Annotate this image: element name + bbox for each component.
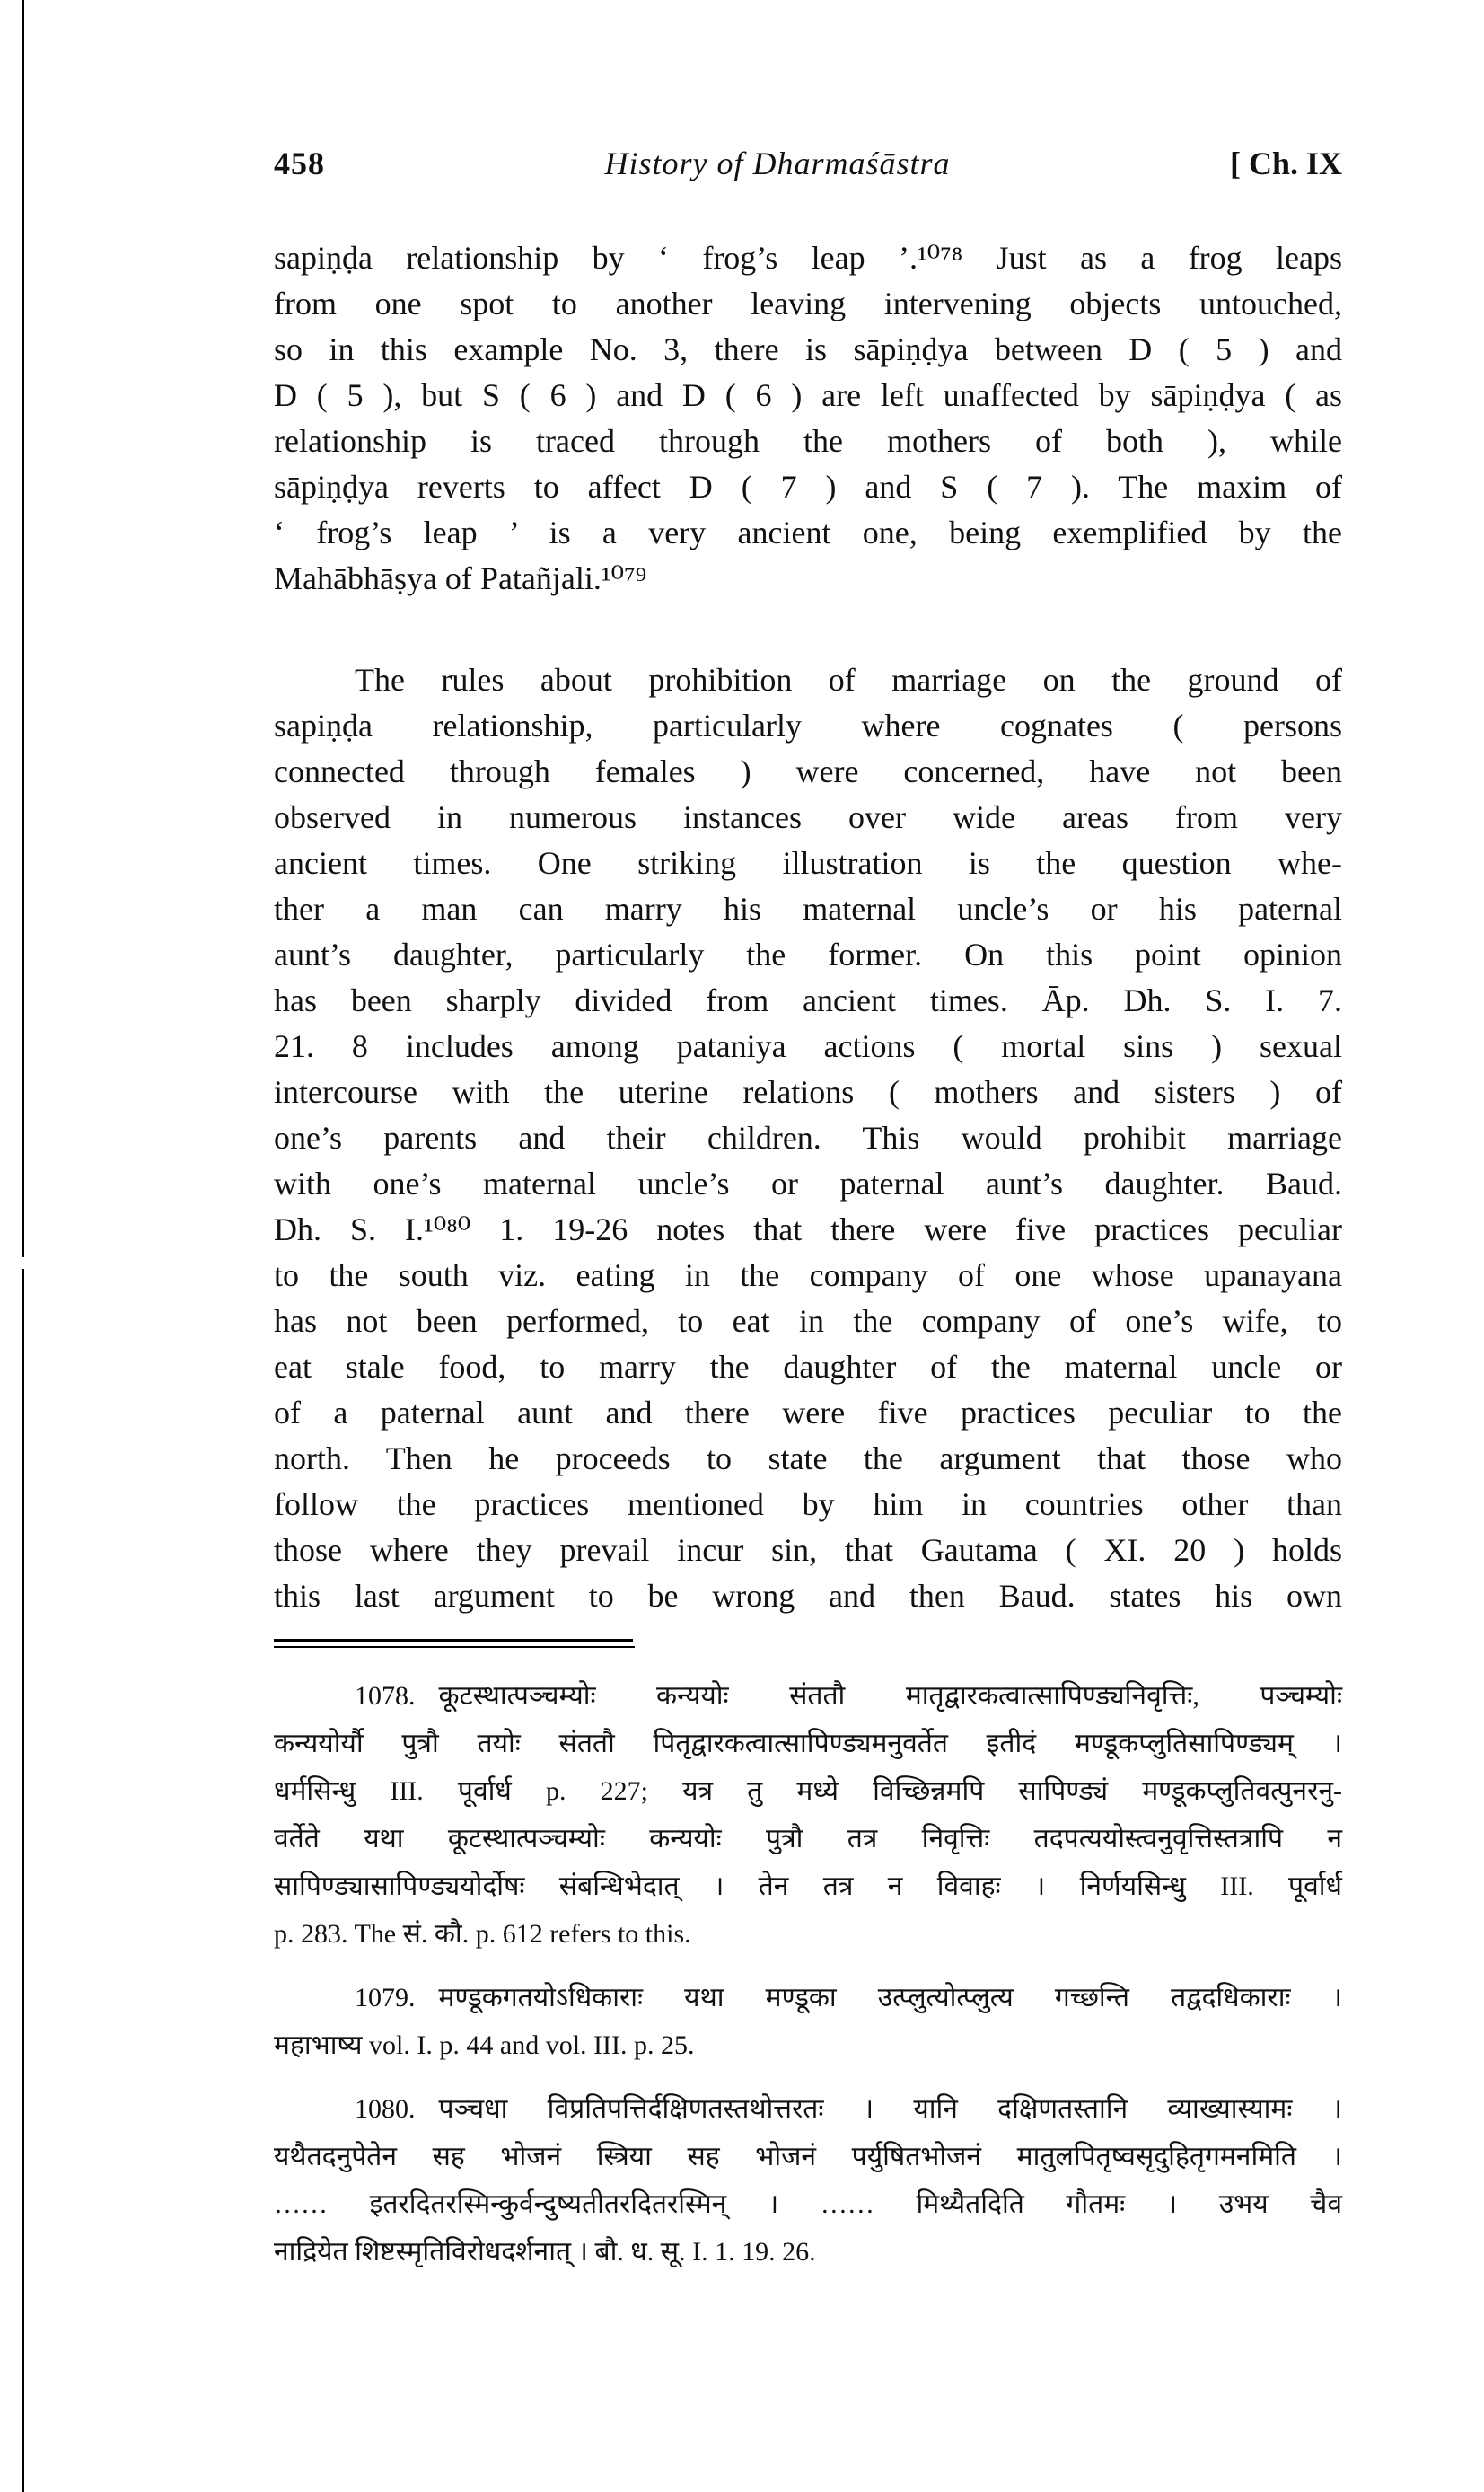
text-line: sāpiṇḍya reverts to affect D ( 7 ) and S ( 7 ). The maxim of	[274, 469, 1342, 505]
text-line: ‘ frog’s leap ’ is a very ancient one, being exemplified by the	[274, 515, 1342, 550]
text-line: one’s parents and their children. This would prohibit marriage	[274, 1120, 1342, 1156]
footnote	[274, 1974, 1342, 2069]
footnote-number: 1080.	[355, 2094, 416, 2124]
text-line: ancient times. One striking illustration is the question whe-	[274, 845, 1342, 881]
page-edge-rule-bottom	[22, 1269, 24, 2492]
paragraph	[274, 657, 1342, 1619]
text-line: सापिण्ड्यासापिण्ड्ययोर्दोषः संबन्धिभेदात् । तेन तत्र न विवाहः । निर्णयसिन्धु III. पूर्वार्ध	[274, 1871, 1342, 1901]
text-line: so in this example No. 3, there is sāpiṇḍya between D ( 5 ) and	[274, 331, 1342, 367]
body-paragraphs	[274, 235, 1342, 1619]
text-line: aunt’s daughter, particularly the former. On this point opinion	[274, 937, 1342, 973]
text-line: नाद्रियेत शिष्टस्मृतिविरोधदर्शनात् । बौ. ध. सू. I. 1. 19. 26.	[274, 2237, 816, 2267]
page-content	[274, 144, 1342, 2276]
text-line: …… इतरदितरस्मिन्कुर्वन्दुष्यतीतरदितरस्मिन् । …… मिथ्यैतदिति गौतमः । उभय चैव	[274, 2189, 1342, 2219]
text-line: has not been performed, to eat in the company of one’s wife, to	[274, 1303, 1342, 1339]
text-line: has been sharply divided from ancient times. Āp. Dh. S. I. 7.	[274, 982, 1342, 1018]
text-line: महाभाष्य vol. I. p. 44 and vol. III. p. 25.	[274, 2030, 695, 2060]
page-edge-rule-top	[22, 0, 24, 1257]
text-line: from one spot to another leaving intervening objects untouched,	[274, 286, 1342, 321]
footnote-number: 1078.	[355, 1681, 416, 1711]
text-line: with one’s maternal uncle’s or paternal aunt’s daughter. Baud.	[274, 1166, 1342, 1202]
text-line: ther a man can marry his maternal uncle’s or his paternal	[274, 891, 1342, 927]
text-line: eat stale food, to marry the daughter of the maternal uncle or	[274, 1349, 1342, 1385]
text-line: those where they prevail incur sin, that Gautama ( XI. 20 ) holds	[274, 1532, 1342, 1568]
text-line: intercourse with the uterine relations ( mothers and sisters ) of	[274, 1074, 1342, 1110]
text-line: वर्तेते यथा कूटस्थात्पञ्चम्योः कन्ययोः पुत्रौ तत्र निवृत्तिः तदपत्ययोस्त्वनुवृत्तिस्तत्रापि न	[274, 1824, 1342, 1854]
text-line: The rules about prohibition of marriage on the ground of	[355, 662, 1342, 698]
text-line: sapiṇḍa relationship, particularly where cognates ( persons	[274, 708, 1342, 744]
text-line: 21. 8 includes among pataniya actions ( mortal sins ) sexual	[274, 1028, 1342, 1064]
text-line: धर्मसिन्धु III. पूर्वार्ध p. 227; यत्र तु मध्ये विच्छिन्नमपि सापिण्ड्यं मण्डूकप्लुतिवत्पुनरनु-	[274, 1776, 1342, 1806]
text-line: this last argument to be wrong and then Baud. states his own	[274, 1578, 1342, 1614]
text-line: connected through females ) were concerned, have not been	[274, 753, 1342, 789]
text-line: यथैतदनुपेतेन सह भोजनं स्त्रिया सह भोजनं पर्युषितभोजनं मातुलपितृष्वसृदुहितृगमनमिति ।	[274, 2142, 1342, 2171]
text-line: p. 283. The सं. कौ. p. 612 refers to this.	[274, 1919, 691, 1949]
text-line: Mahābhāṣya of Patañjali.¹⁰⁷⁹	[274, 560, 647, 596]
text-line: 1079. मण्डूकगतयोऽधिकाराः यथा मण्डूका उत्प्लुत्योत्प्लुत्य गच्छन्ति तद्वदधिकाराः ।	[355, 1983, 1342, 2012]
chapter-label: [ Ch. IX	[1229, 145, 1342, 181]
text-line: D ( 5 ), but S ( 6 ) and D ( 6 ) are left unaffected by sāpiṇḍya ( as	[274, 377, 1342, 413]
paragraph	[274, 235, 1342, 602]
footnote-number: 1079.	[355, 1983, 416, 2012]
text-line: relationship is traced through the mothers of both ), while	[274, 423, 1342, 459]
footnote	[274, 1672, 1342, 1958]
text-line: of a paternal aunt and there were five practices peculiar to the	[274, 1395, 1342, 1431]
footnote-separator	[274, 1639, 633, 1642]
footnotes	[274, 1672, 1342, 2276]
text-line: कन्ययोर्यौ पुत्रौ तयोः संततौ पितृद्वारकत्वात्सापिण्ड्यमनुवर्तेत इतीदं मण्डूकप्लुतिसापिण्ड्यम् ।	[274, 1729, 1342, 1758]
text-line: 1078. कूटस्थात्पञ्चम्योः कन्ययोः संततौ मातृद्वारकत्वात्सापिण्ड्यनिवृत्तिः, पञ्चम्योः	[355, 1681, 1342, 1711]
text-line: follow the practices mentioned by him in countries other than	[274, 1486, 1342, 1522]
text-line: to the south viz. eating in the company of one whose upanayana	[274, 1257, 1342, 1293]
text-line: Dh. S. I.¹⁰⁸⁰ 1. 19-26 notes that there were five practices peculiar	[274, 1211, 1342, 1247]
footnote	[274, 2085, 1342, 2276]
text-line: sapiṇḍa relationship by ‘ frog’s leap ’.¹⁰⁷⁸ Just as a frog leaps	[274, 240, 1342, 276]
running-title: History of Dharmaśāstra	[604, 145, 951, 181]
page-header	[274, 144, 1342, 183]
text-line: north. Then he proceeds to state the argument that those who	[274, 1440, 1342, 1476]
text-line: 1080. पञ्चधा विप्रतिपत्तिर्दक्षिणतस्तथोत्तरतः । यानि दक्षिणतस्तानि व्याख्यास्यामः ।	[355, 2094, 1342, 2124]
page-number: 458	[274, 145, 325, 181]
text-line: observed in numerous instances over wide areas from very	[274, 799, 1342, 835]
